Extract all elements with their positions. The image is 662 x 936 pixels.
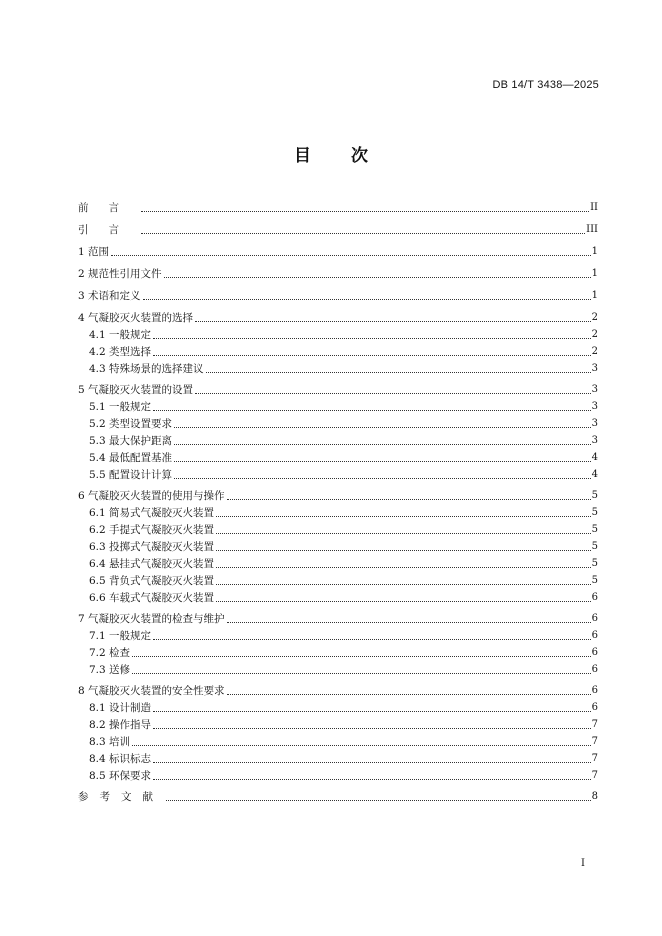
toc-entry-page: 7 <box>591 719 598 730</box>
toc-entry-page: 7 <box>591 753 598 764</box>
toc-entry-page: 7 <box>591 736 598 747</box>
toc-dot-leader <box>132 672 591 674</box>
toc-entry[interactable] <box>78 574 598 588</box>
toc-entry-label: 7.3 送修 <box>89 664 131 676</box>
toc-dot-leader <box>195 392 591 394</box>
footer-page-number: I <box>581 858 585 869</box>
toc-entry-label: 5.1 一般规定 <box>89 401 152 413</box>
toc-entry-page: 3 <box>591 435 598 446</box>
toc-entry-label: 5 气凝胶灭火装置的设置 <box>78 384 194 396</box>
toc-entry-page: 5 <box>591 507 598 518</box>
toc-dot-leader <box>227 693 591 695</box>
toc-entry[interactable] <box>78 629 598 643</box>
toc-dot-leader <box>174 460 591 462</box>
toc-dot-leader <box>174 477 591 479</box>
toc-entry-label: 4.2 类型选择 <box>89 346 152 358</box>
toc-dot-leader <box>195 320 591 322</box>
toc-entry[interactable] <box>78 540 598 554</box>
toc-entry-page: II <box>590 202 598 213</box>
toc-dot-leader <box>153 337 591 339</box>
toc-dot-leader <box>111 254 591 256</box>
toc-dot-leader <box>132 655 591 657</box>
toc-entry-page: 5 <box>591 575 598 586</box>
toc-entry-page: 2 <box>591 312 598 323</box>
toc-entry-label: 5.2 类型设置要求 <box>89 418 173 430</box>
toc-entry[interactable] <box>78 434 598 448</box>
toc-dot-leader <box>216 583 591 585</box>
toc-dot-leader <box>216 532 591 534</box>
toc-entry[interactable] <box>78 663 598 677</box>
toc-entry[interactable] <box>78 612 598 626</box>
toc-entry[interactable] <box>78 523 598 537</box>
toc-entry-label: 3 术语和定义 <box>78 290 141 302</box>
toc-dot-leader <box>153 727 591 729</box>
toc-entry[interactable] <box>78 383 598 397</box>
toc-entry-label: 5.4 最低配置基准 <box>89 452 173 464</box>
toc-entry-page: 4 <box>591 452 598 463</box>
toc-entry-page: 3 <box>591 418 598 429</box>
toc-entry-page: 4 <box>591 469 598 480</box>
toc-entry-label: 8.2 操作指导 <box>89 719 152 731</box>
toc-entry[interactable] <box>78 417 598 431</box>
toc-entry[interactable] <box>78 684 598 698</box>
toc-entry-page: 3 <box>591 384 598 395</box>
toc-entry-label: 4.1 一般规定 <box>89 329 152 341</box>
toc-entry-label: 8.4 标识标志 <box>89 753 152 765</box>
toc-entry[interactable] <box>78 451 598 465</box>
toc-entry-page: 2 <box>591 346 598 357</box>
toc-dot-leader <box>143 298 591 300</box>
toc-entry[interactable] <box>78 400 598 414</box>
toc-dot-leader <box>153 638 591 640</box>
toc-dot-leader <box>227 621 591 623</box>
toc-entry[interactable] <box>78 345 598 359</box>
toc-entry-page: 6 <box>591 630 598 641</box>
toc-entry-label: 1 范围 <box>78 246 110 258</box>
toc-entry-page: 8 <box>591 791 598 802</box>
toc-entry[interactable] <box>78 769 598 783</box>
toc-entry[interactable] <box>78 646 598 660</box>
toc-entry-page: 6 <box>591 613 598 624</box>
toc-entry-label: 6.5 背负式气凝胶灭火装置 <box>89 575 215 587</box>
toc-dot-leader <box>216 515 591 517</box>
toc-entry-label: 2 规范性引用文件 <box>78 268 162 280</box>
toc-entry-page: 7 <box>591 770 598 781</box>
toc-dot-leader <box>166 799 591 801</box>
toc-entry-page: 6 <box>591 685 598 696</box>
toc-entry-label: 前言 <box>78 202 139 214</box>
toc-entry-label: 8.3 培训 <box>89 736 131 748</box>
toc-dot-leader <box>132 744 591 746</box>
toc-entry-label: 参考文献 <box>78 791 164 803</box>
toc-dot-leader <box>216 566 591 568</box>
toc-dot-leader <box>216 600 591 602</box>
toc-dot-leader <box>141 210 589 212</box>
toc-entry[interactable] <box>78 489 598 503</box>
document-code: DB 14/T 3438—2025 <box>492 79 599 91</box>
toc-entry[interactable] <box>78 735 598 749</box>
toc-entry-label: 4 气凝胶灭火装置的选择 <box>78 312 194 324</box>
toc-entry[interactable] <box>78 328 598 342</box>
toc-entry-page: 2 <box>591 329 598 340</box>
toc-entry[interactable] <box>78 362 598 376</box>
toc-entry-page: 5 <box>591 541 598 552</box>
toc-entry-label: 7 气凝胶灭火装置的检查与维护 <box>78 613 225 625</box>
toc-entry-page: 6 <box>591 702 598 713</box>
toc-entry[interactable] <box>78 223 598 237</box>
toc-entry[interactable] <box>78 718 598 732</box>
toc-entry-page: 1 <box>591 290 598 301</box>
toc-entry-label: 8 气凝胶灭火装置的安全性要求 <box>78 685 225 697</box>
toc-dot-leader <box>141 232 585 234</box>
toc-entry[interactable] <box>78 557 598 571</box>
title-char-1: 目 <box>294 146 311 166</box>
toc-entry-label: 6.2 手提式气凝胶灭火装置 <box>89 524 215 536</box>
toc-entry[interactable] <box>78 245 598 259</box>
toc-entry-label: 7.1 一般规定 <box>89 630 152 642</box>
toc-dot-leader <box>153 409 591 411</box>
toc-entry-label: 7.2 检查 <box>89 647 131 659</box>
toc-entry-label: 8.5 环保要求 <box>89 770 152 782</box>
toc-entry-page: 1 <box>591 246 598 257</box>
toc-entry-label: 6.3 投掷式气凝胶灭火装置 <box>89 541 215 553</box>
toc-entry[interactable] <box>78 201 598 215</box>
toc-dot-leader <box>153 354 591 356</box>
toc-entry-label: 5.3 最大保护距离 <box>89 435 173 447</box>
toc-entry-label: 6.6 车载式气凝胶灭火装置 <box>89 592 215 604</box>
toc-entry-page: 5 <box>591 524 598 535</box>
toc-entry-label: 6.1 简易式气凝胶灭火装置 <box>89 507 215 519</box>
toc-entry-page: 3 <box>591 363 598 374</box>
toc-dot-leader <box>174 426 591 428</box>
toc-entry[interactable] <box>78 790 598 804</box>
toc-dot-leader <box>153 761 591 763</box>
page-title <box>0 141 662 166</box>
toc-entry[interactable] <box>78 701 598 715</box>
toc-entry[interactable] <box>78 752 598 766</box>
toc-dot-leader <box>164 276 591 278</box>
toc-entry[interactable] <box>78 468 598 482</box>
toc-entry-label: 6.4 悬挂式气凝胶灭火装置 <box>89 558 215 570</box>
toc-entry-page: 3 <box>591 401 598 412</box>
toc-entry-page: 6 <box>591 664 598 675</box>
toc-dot-leader <box>227 498 591 500</box>
toc-entry-page: III <box>586 224 598 235</box>
title-char-2: 次 <box>351 146 368 166</box>
toc-entry-label: 引言 <box>78 224 139 236</box>
toc-dot-leader <box>174 443 591 445</box>
toc-entry-label: 4.3 特殊场景的选择建议 <box>89 363 204 375</box>
toc-entry-page: 6 <box>591 647 598 658</box>
toc-entry-page: 5 <box>591 490 598 501</box>
toc-entry-page: 5 <box>591 558 598 569</box>
toc-entry[interactable] <box>78 311 598 325</box>
toc-entry-page: 6 <box>591 592 598 603</box>
toc-entry-label: 5.5 配置设计计算 <box>89 469 173 481</box>
toc-entry[interactable] <box>78 506 598 520</box>
toc-entry[interactable] <box>78 289 598 303</box>
toc-dot-leader <box>206 371 591 373</box>
toc-dot-leader <box>153 778 591 780</box>
toc-entry-page: 1 <box>591 268 598 279</box>
toc-entry[interactable] <box>78 267 598 281</box>
toc-entry-label: 6 气凝胶灭火装置的使用与操作 <box>78 490 225 502</box>
toc-dot-leader <box>216 549 591 551</box>
toc-entry-label: 8.1 设计制造 <box>89 702 152 714</box>
toc-entry[interactable] <box>78 591 598 605</box>
toc-dot-leader <box>153 710 591 712</box>
